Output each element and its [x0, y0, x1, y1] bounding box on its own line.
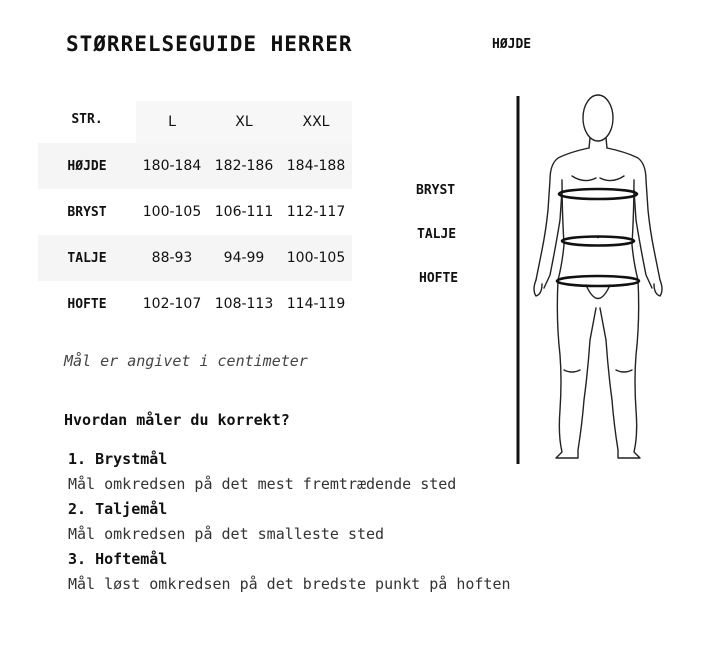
step-title-hip: 3. Hoftemål — [68, 550, 168, 568]
step-desc-hip: Mål løst omkredsen på det bredste punkt på hoften — [68, 575, 511, 593]
table-cell: 94-99 — [208, 235, 280, 281]
row-label: HØJDE — [38, 143, 136, 189]
body-figure-illustration — [500, 80, 680, 470]
step-title-waist: 2. Taljemål — [68, 500, 168, 518]
step-desc-waist: Mål omkredsen på det smalleste sted — [68, 525, 385, 543]
col-header-xxl: XXL — [280, 101, 352, 143]
table-cell: 182-186 — [208, 143, 280, 189]
row-label: BRYST — [38, 189, 136, 235]
table-cell: 180-184 — [136, 143, 208, 189]
table-cell: 112-117 — [280, 189, 352, 235]
col-header-xl: XL — [208, 101, 280, 143]
chest-label: BRYST — [416, 183, 456, 198]
table-cell: 108-113 — [208, 281, 280, 327]
hip-band — [557, 276, 639, 286]
units-note: Mål er angivet i centimeter — [64, 352, 308, 370]
step-desc-chest: Mål omkredsen på det mest fremtrædende sted — [68, 475, 457, 493]
table-cell: 102-107 — [136, 281, 208, 327]
table-cell: 106-111 — [208, 189, 280, 235]
step-title-chest: 1. Brystmål — [68, 450, 168, 468]
table-row-waist — [38, 235, 352, 281]
waist-label: TALJE — [417, 227, 457, 242]
table-cell: 100-105 — [136, 189, 208, 235]
col-header-l: L — [136, 101, 208, 143]
row-label: HOFTE — [38, 281, 136, 327]
size-header: STR. — [71, 112, 103, 127]
hip-label: HOFTE — [419, 271, 459, 286]
howto-title: Hvordan måler du korrekt? — [64, 411, 290, 429]
chest-band — [559, 189, 637, 199]
table-row-hip — [38, 281, 352, 327]
table-row-chest — [38, 189, 352, 235]
height-label: HØJDE — [492, 37, 532, 52]
page-title: STØRRELSEGUIDE HERRER — [66, 32, 353, 56]
size-table — [38, 101, 352, 327]
table-cell: 100-105 — [280, 235, 352, 281]
table-cell: 88-93 — [136, 235, 208, 281]
table-header-row — [38, 101, 352, 143]
row-label: TALJE — [38, 235, 136, 281]
table-row-height — [38, 143, 352, 189]
table-cell: 114-119 — [280, 281, 352, 327]
measure-steps — [68, 449, 511, 599]
table-cell: 184-188 — [280, 143, 352, 189]
